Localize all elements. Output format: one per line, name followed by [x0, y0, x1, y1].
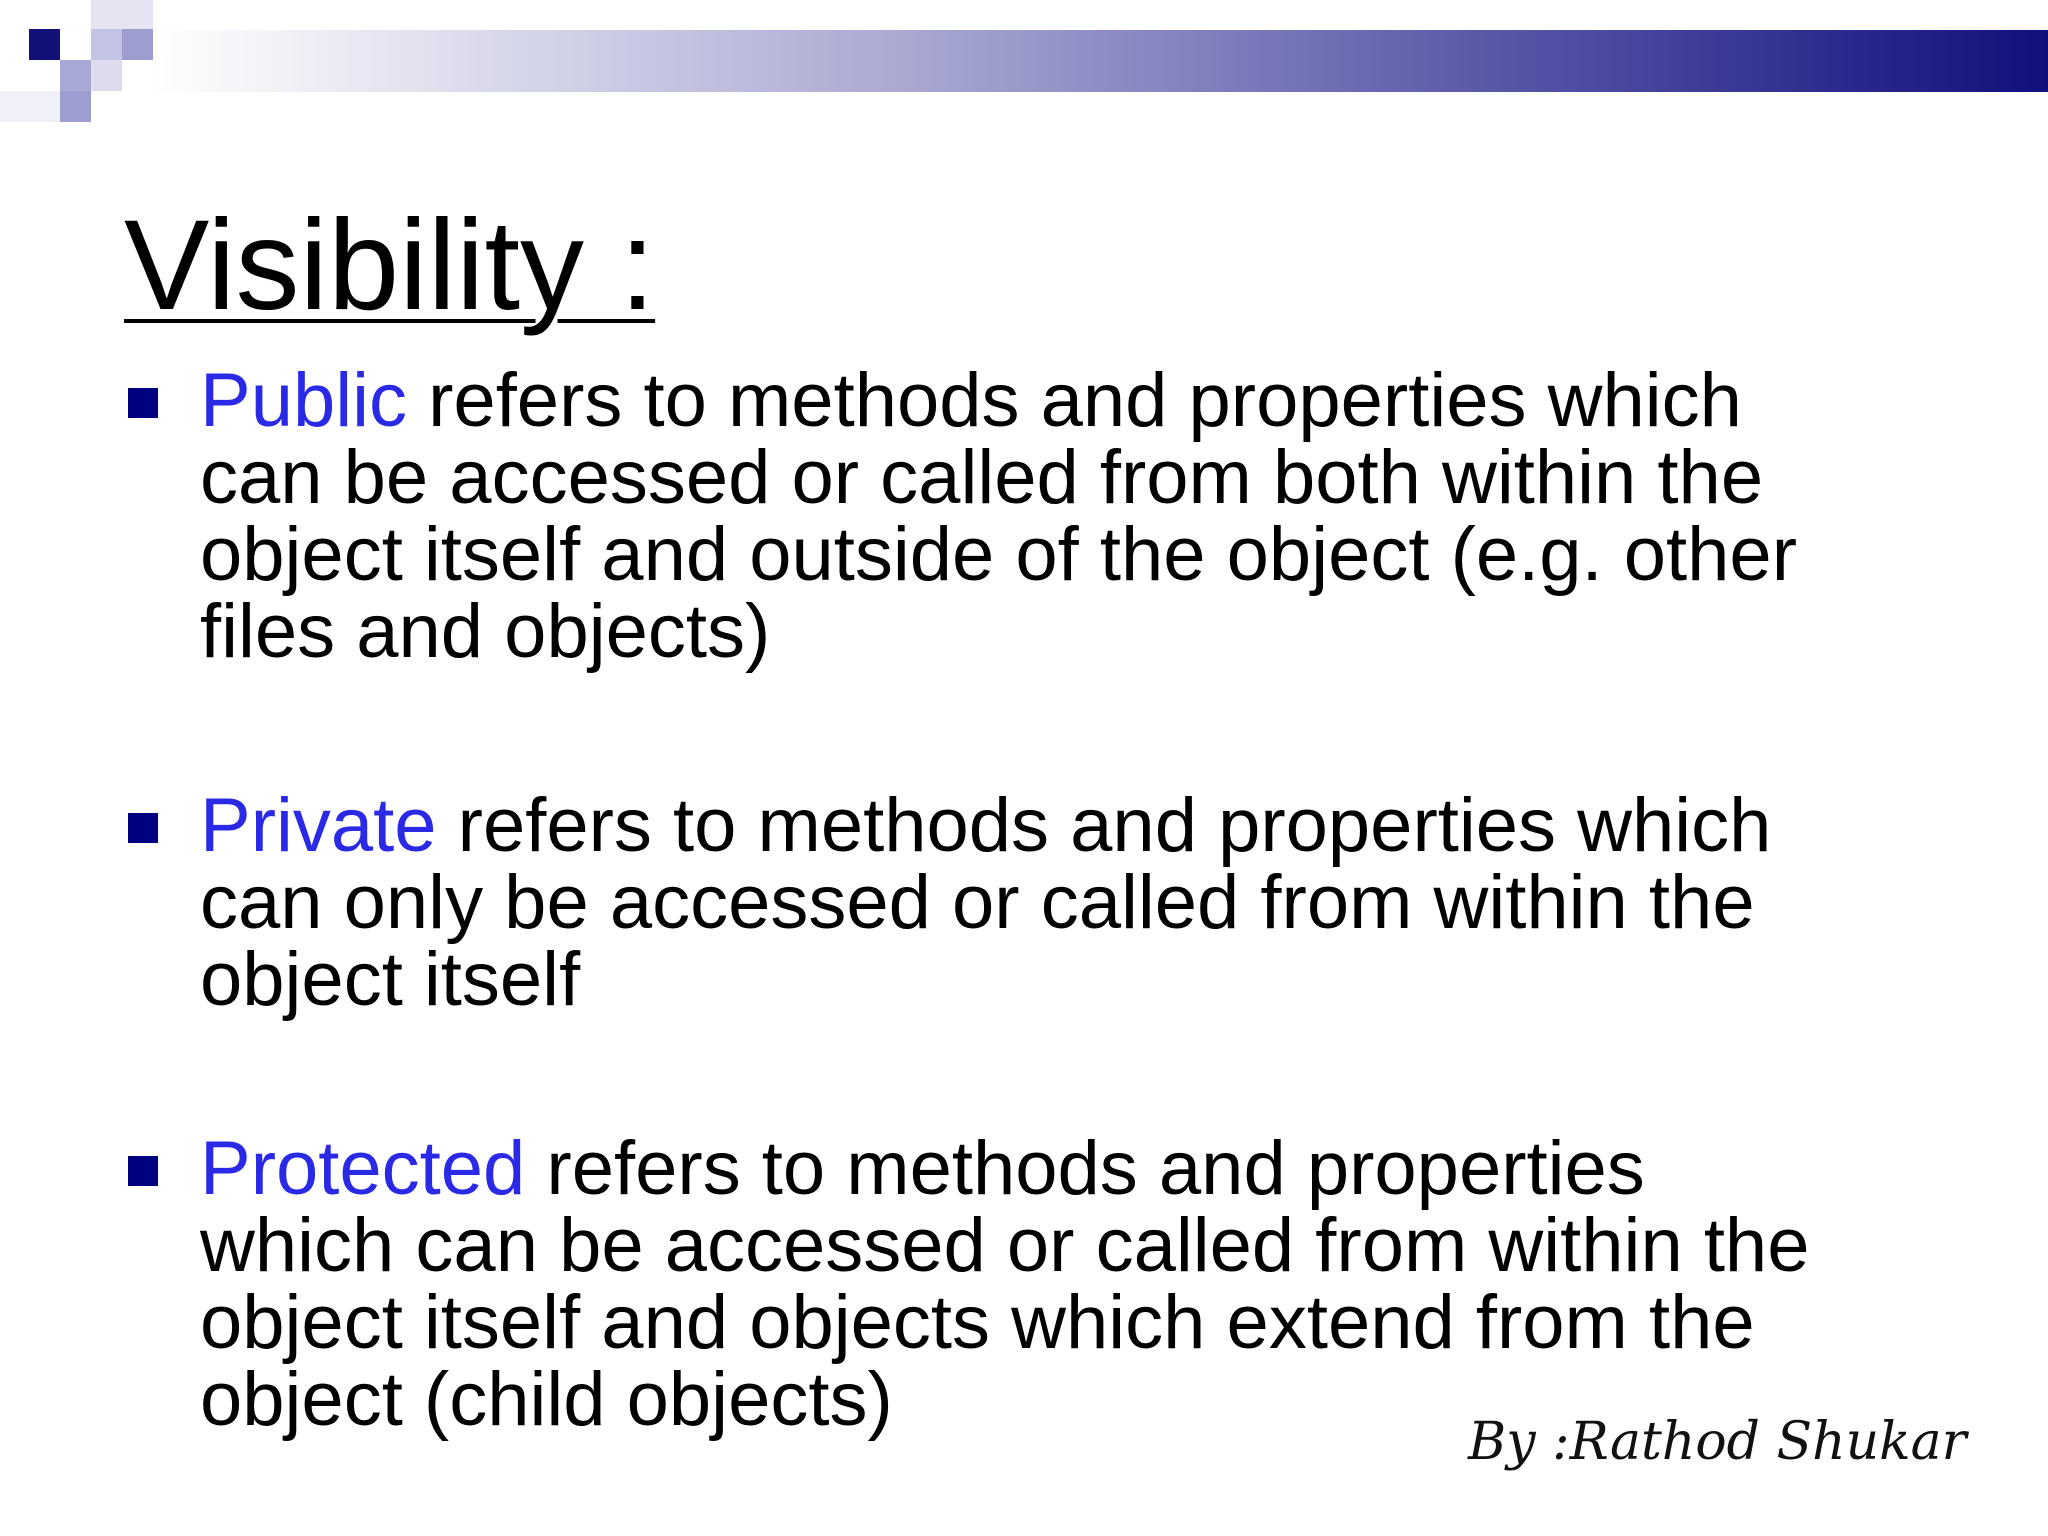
slide-title: Visibility : — [124, 194, 656, 337]
bullet-protected — [200, 1126, 1920, 1442]
bullet-text: refers to methods and properties which — [407, 358, 1742, 443]
bullet-text: refers to methods and properties — [525, 1126, 1645, 1211]
bullet-line — [200, 1126, 1920, 1211]
bullet-line: can only be accessed or called from within the — [200, 860, 1755, 945]
corner-square — [29, 29, 60, 60]
gradient-bar — [150, 30, 2048, 92]
square-bullet-icon — [128, 388, 158, 418]
square-bullet-icon — [128, 813, 158, 843]
bullet-line: object itself and outside of the object (e.g. other — [200, 512, 1798, 597]
corner-square — [60, 60, 91, 91]
bullet-line: files and objects) — [200, 589, 771, 674]
corner-square — [60, 91, 91, 122]
bullet-line: which can be accessed or called from within the — [200, 1203, 1810, 1288]
corner-square — [0, 91, 60, 122]
bullet-private — [200, 783, 1920, 1022]
square-bullet-icon — [128, 1156, 158, 1186]
bullet-text: refers to methods and properties which — [436, 783, 1772, 868]
corner-square — [91, 60, 122, 91]
term-public: Public — [200, 358, 407, 443]
term-protected: Protected — [200, 1126, 526, 1211]
bullet-line: object itself — [200, 937, 581, 1022]
bullet-public — [200, 358, 1920, 674]
bullet-line — [200, 358, 1920, 443]
author-credit: By :Rathod Shukar — [1468, 1412, 1967, 1472]
corner-square — [91, 0, 153, 29]
bullet-line: object itself and objects which extend from the — [200, 1280, 1755, 1365]
corner-square — [122, 29, 153, 60]
bullet-line — [200, 783, 1920, 868]
bullet-line: object (child objects) — [200, 1357, 893, 1442]
bullet-line: can be accessed or called from both within the — [200, 435, 1764, 520]
term-private: Private — [200, 783, 437, 868]
corner-square — [91, 29, 122, 60]
